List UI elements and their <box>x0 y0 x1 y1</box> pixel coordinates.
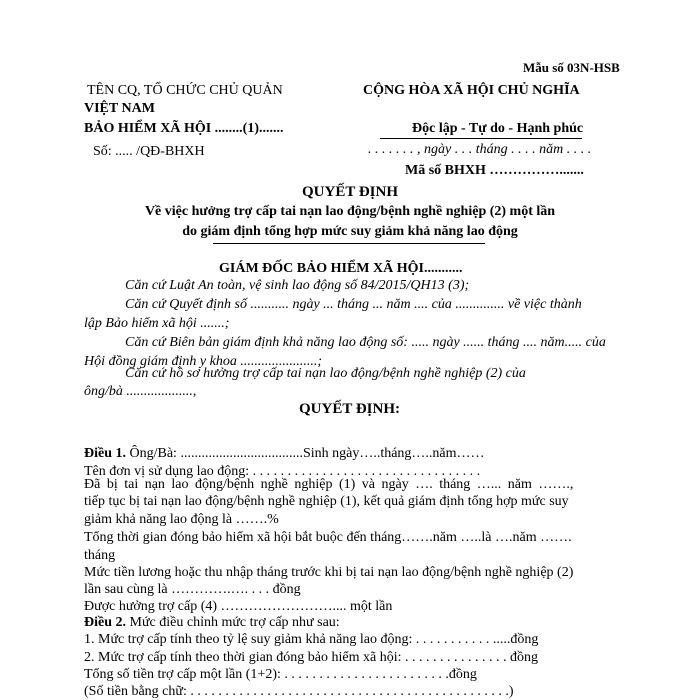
form-number: Mẫu số 03N-HSB <box>523 60 620 75</box>
benefit-total: Tổng số tiền trợ cấp một lần (1+2): . . . . . . . . . . . . . . . . . . . . . . . .đồng <box>84 667 477 682</box>
agency-name-line3: BẢO HIỂM XÃ HỘI ........(1)....... <box>84 121 284 136</box>
entitlement-line: Được hưởng trợ cấp (4) …………………….... một lần <box>84 599 393 614</box>
basis-dossier-line2: ông/bà ..................., <box>84 384 197 399</box>
article1-person: Ông/Bà: ...................................Sinh ngày…..tháng…..năm…… <box>129 446 485 461</box>
article1-name-line <box>84 446 485 462</box>
salary-line2: lần sau cùng là ………….…. . . . đồng <box>84 582 301 597</box>
employer-line: Tên đơn vị sử dụng lao động: . . . . . . . . . . . . . . . . . . . . . . . . . . . . . . . . . <box>84 464 481 479</box>
document-number: Số: ..... /QĐ-BHXH <box>93 144 205 159</box>
decision-subject-line1: Về việc hưởng trợ cấp tai nạn lao động/bệnh nghề nghiệp (2) một lần <box>144 204 556 219</box>
accident-line1: Đã bị tai nạn lao động/bệnh nghề nghiệp (1) và ngày …. tháng …... năm ……., <box>84 477 574 492</box>
motto-underline <box>380 138 582 139</box>
decision-title: QUYẾT ĐỊNH <box>302 184 398 200</box>
basis-assessment-line1: Căn cứ Biên bản giám định khả năng lao động số: ..... ngày ...... tháng .... năm..... của <box>125 335 606 350</box>
date-line: . . . . . . . , ngày . . . tháng . . . . năm . . . . <box>368 142 592 157</box>
salary-line1: Mức tiền lương hoặc thu nhập tháng trước khi bị tai nạn lao động/bệnh nghề nghiệp (2) <box>84 565 574 580</box>
benefit-item-1: 1. Mức trợ cấp tính theo tỷ lệ suy giảm khả năng lao động: . . . . . . . . . . . .....đồng <box>84 632 539 647</box>
agency-name-line1: TÊN CQ, TỔ CHỨC CHỦ QUẢN <box>87 83 283 98</box>
insurance-period-line1: Tổng thời gian đóng bảo hiểm xã hội bắt buộc đến tháng…….năm …..là ….năm ……. <box>84 530 572 545</box>
accident-line3: giảm khả năng lao động là …….% <box>84 512 279 527</box>
basis-dossier-line1: Căn cứ hồ sơ hưởng trợ cấp tai nạn lao động/bệnh nghề nghiệp (2) của <box>125 366 526 381</box>
agency-name-line2: VIỆT NAM <box>84 101 155 116</box>
article2-intro-line <box>84 615 340 631</box>
director-title: GIÁM ĐỐC BẢO HIỂM XÃ HỘI........... <box>219 261 463 276</box>
basis-decision-line2: lập Bảo hiểm xã hội .......; <box>84 316 230 331</box>
amount-in-words: (Số tiền bằng chữ: . . . . . . . . . . . . . . . . . . . . . . . . . . . . . . . . . . . . . . . . . . . . . .) <box>84 684 514 699</box>
bhxh-code: Mã số BHXH ……………....... <box>405 163 584 178</box>
accident-line2: tiếp tục bị tai nạn lao động/bệnh nghề nghiệp (1), kết quả giám định tổng hợp mức suy <box>84 494 569 509</box>
decide-heading: QUYẾT ĐỊNH: <box>299 401 400 417</box>
motto: Độc lập - Tự do - Hạnh phúc <box>412 121 584 136</box>
insurance-period-line2: tháng <box>84 548 116 563</box>
republic-title: CỘNG HÒA XÃ HỘI CHỦ NGHĨA <box>363 83 580 98</box>
benefit-item-2: 2. Mức trợ cấp tính theo thời gian đóng bảo hiểm xã hội: . . . . . . . . . . . . . . . đồng <box>84 650 539 665</box>
article2-label: Điều 2. <box>84 615 126 630</box>
basis-decision-line1: Căn cứ Quyết định số ........... ngày ... tháng ... năm .... của .............. về việc thành <box>125 297 582 312</box>
basis-law: Căn cứ Luật An toàn, vệ sinh lao động số 84/2015/QH13 (3); <box>125 278 470 293</box>
article1-label: Điều 1. <box>84 446 126 461</box>
basis-assessment-line2: Hội đồng giám định y khoa ......................; <box>84 354 322 369</box>
article2-intro: Mức điều chỉnh mức trợ cấp như sau: <box>129 615 340 630</box>
decision-subject-line2: do giám định tổng hợp mức suy giảm khả năng lao động <box>182 224 518 239</box>
subject-underline <box>213 243 485 244</box>
